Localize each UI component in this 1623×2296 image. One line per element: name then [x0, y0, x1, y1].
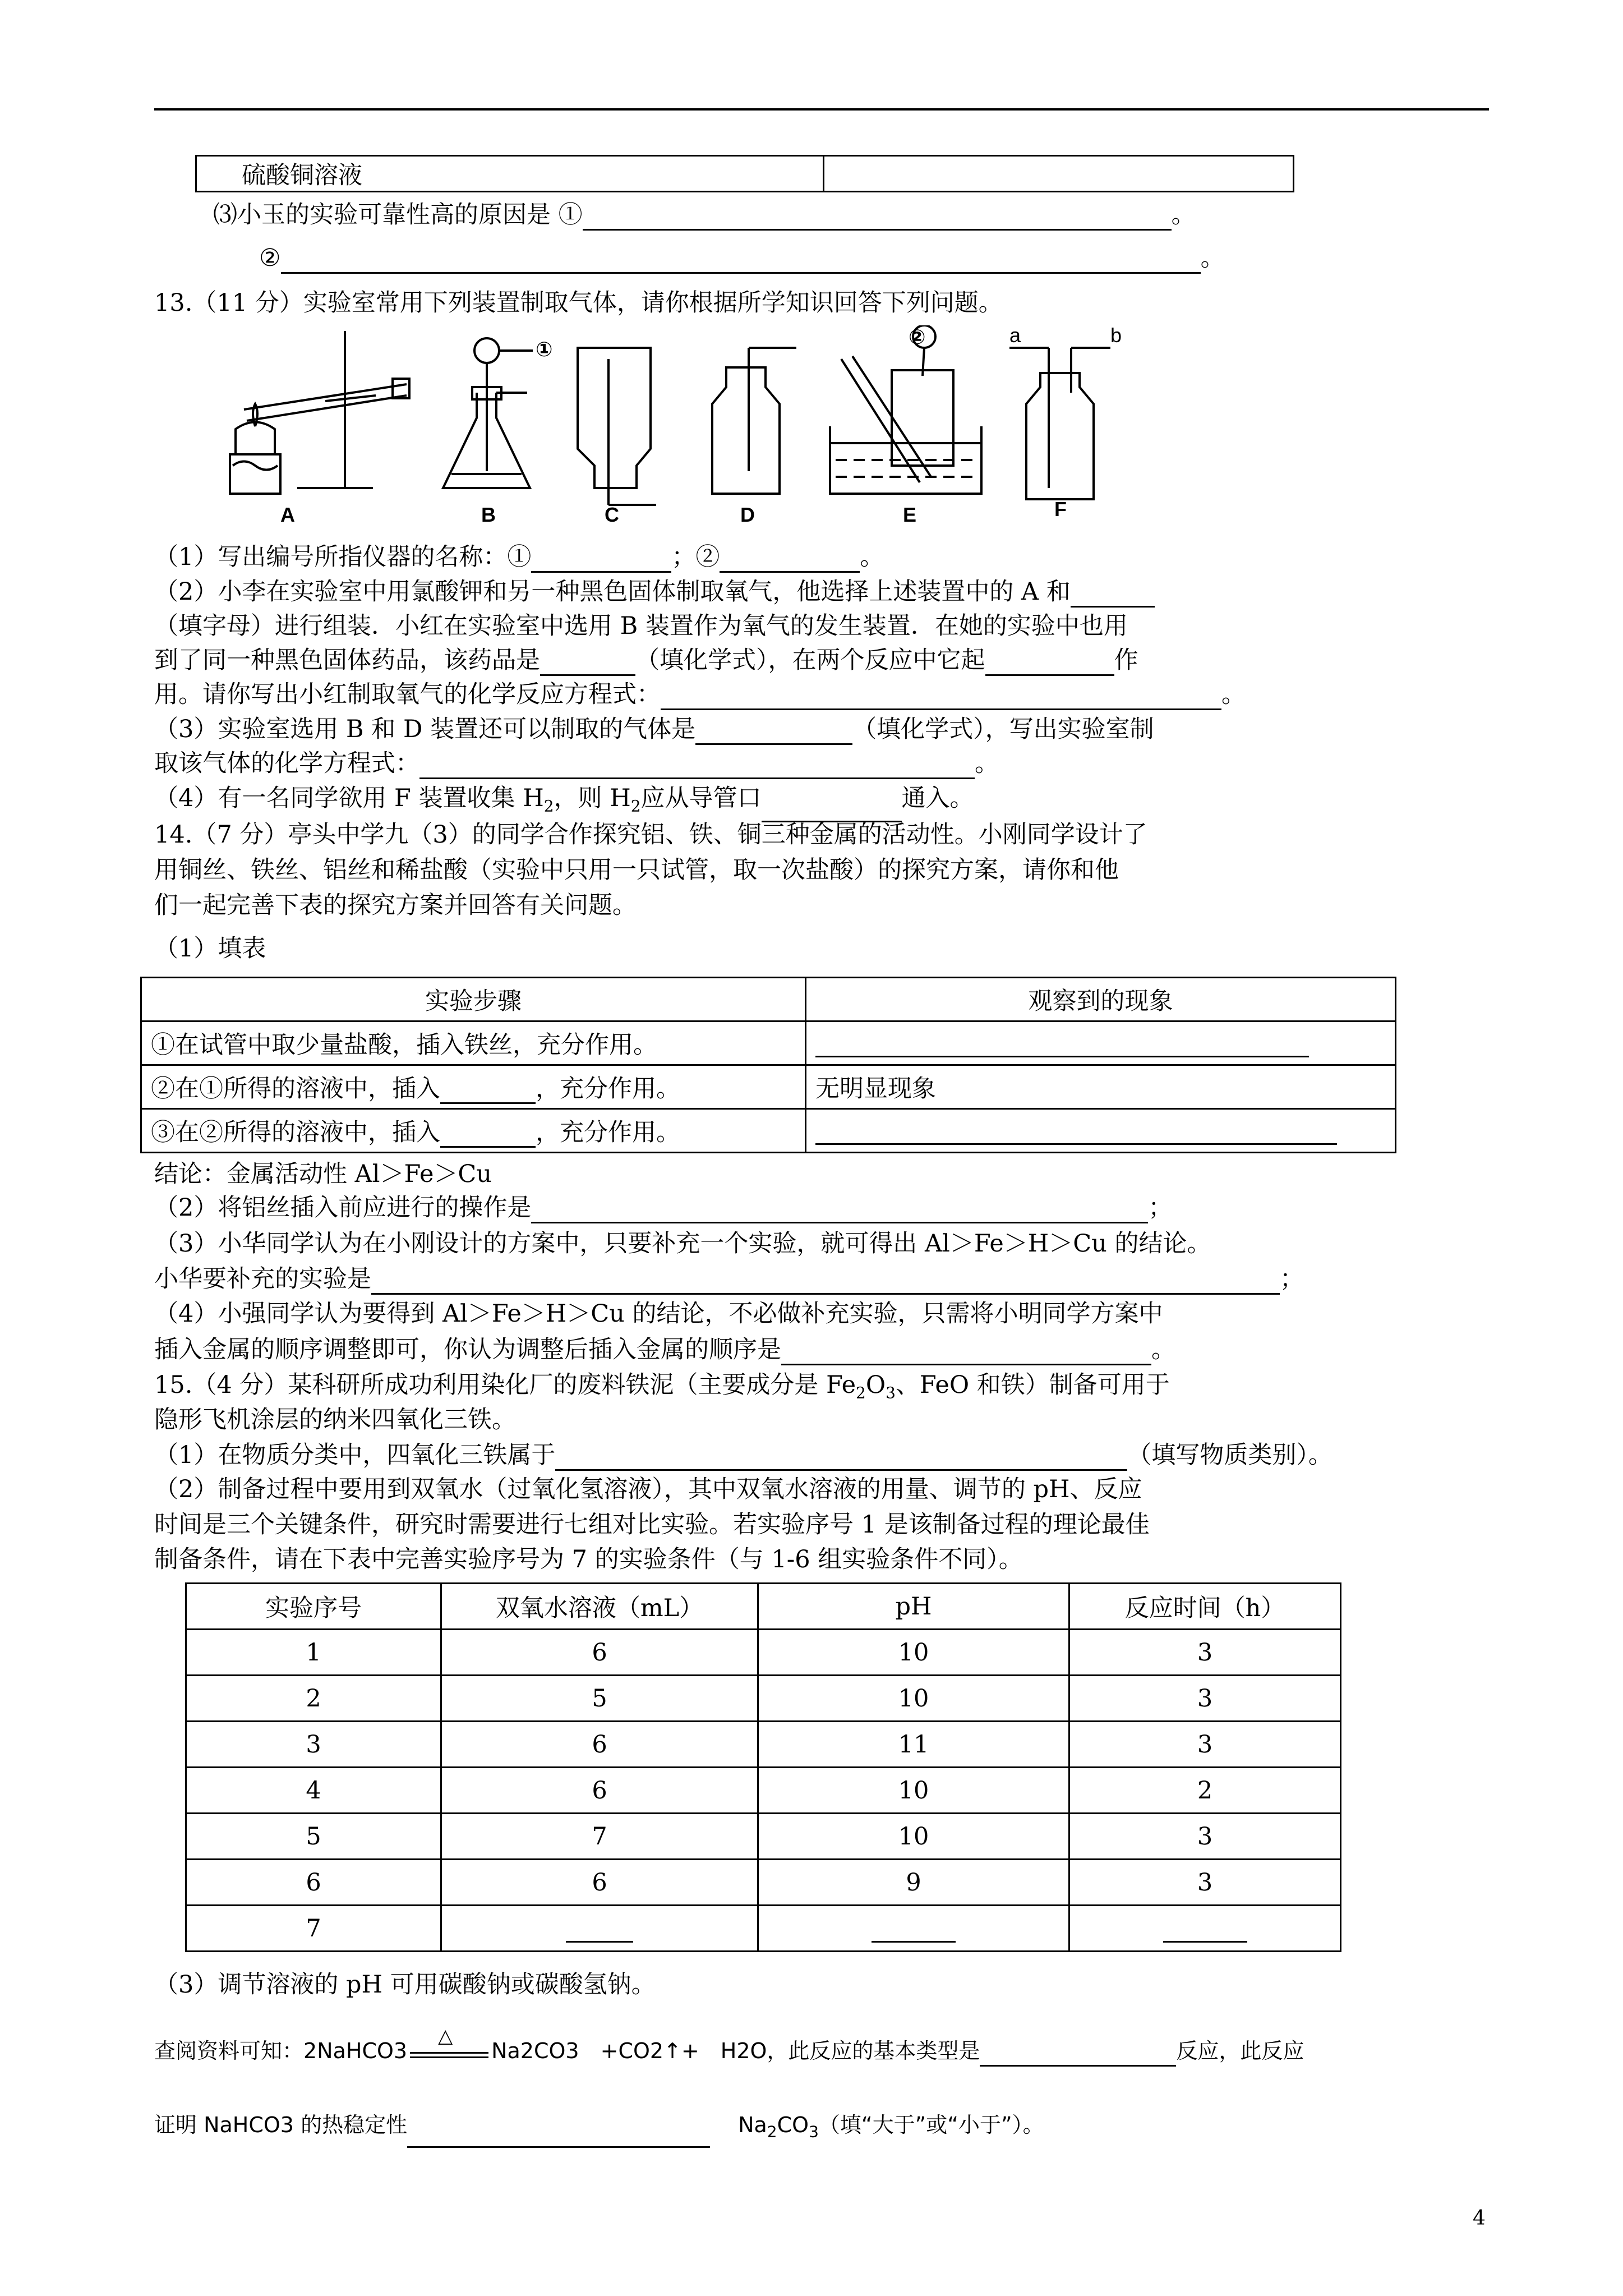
q15-line1	[154, 1369, 1170, 1409]
answer-blank[interactable]	[566, 1916, 633, 1943]
table-cell: 3	[1069, 1814, 1341, 1860]
table-row	[186, 1860, 1341, 1906]
table-cell: 6	[441, 1630, 758, 1676]
answer-blank[interactable]	[720, 546, 860, 573]
label-E: E	[903, 503, 917, 526]
answer-blank[interactable]	[1071, 581, 1155, 608]
q13-2-text: （填化学式），在两个反应中它起	[635, 646, 985, 674]
q14-3-line1: （3）小华同学认为在小刚设计的方案中，只要补充一个实验，就可得出 Al＞Fe＞H＞Cu 的结论。	[154, 1230, 1211, 1258]
period: 。	[1171, 201, 1196, 229]
page-number: 4	[1473, 2207, 1486, 2230]
last-text: （填“大于”或“小于”）。	[818, 2113, 1044, 2137]
table-header: 观察到的现象	[806, 978, 1396, 1022]
answer-blank[interactable]	[583, 204, 1172, 231]
q13-3-text: （填化学式），写出实验室制	[852, 715, 1154, 743]
table-cell: 6	[441, 1768, 758, 1814]
q13-2-text: （2）小李在实验室中用氯酸钾和另一种黑色固体制取氧气，他选择上述装置中的 A 和	[154, 578, 1071, 606]
label-C: C	[605, 503, 619, 526]
table-cell: 7	[186, 1906, 441, 1952]
table-row	[186, 1676, 1341, 1722]
table-header: 实验序号	[186, 1584, 441, 1630]
subscript: 2	[630, 797, 641, 816]
answer-blank[interactable]	[440, 1121, 536, 1148]
q13-1	[154, 541, 884, 573]
table-cell: ①在试管中取少量盐酸，插入铁丝，充分作用。	[141, 1022, 806, 1065]
header-rule	[154, 108, 1489, 111]
answer-blank[interactable]	[661, 684, 1221, 710]
table-cell: 10	[758, 1676, 1069, 1722]
q15-2-line2: 时间是三个关键条件，研究时需要进行七组对比实验。若实验序号 1 是该制备过程的理论最佳	[154, 1511, 1150, 1539]
table-cell: 硫酸铜溶液	[196, 156, 824, 192]
q13-2-line4	[154, 679, 1246, 710]
q13-3-line1	[154, 714, 1154, 745]
answer-blank[interactable]	[281, 247, 1201, 274]
step-text: ②在①所得的溶液中，插入	[151, 1075, 440, 1103]
q12-3-label2: ②	[259, 244, 281, 272]
answer-blank[interactable]	[985, 650, 1114, 676]
apparatus-D	[712, 348, 796, 494]
answer-blank[interactable]	[980, 2040, 1176, 2067]
q12-3-line1	[213, 199, 1196, 231]
q13-3-line2	[154, 748, 999, 779]
table-cell	[824, 156, 1294, 192]
q14-4-line2	[154, 1334, 1175, 1365]
answer-blank[interactable]	[815, 1119, 1337, 1145]
q15-text: 15.（4 分）某科研所成功利用染化厂的废料铁泥（主要成分是 Fe	[154, 1371, 856, 1399]
table-cell: 无明显现象	[806, 1065, 1396, 1109]
q14-4-line1: （4）小强同学认为要得到 Al＞Fe＞H＞Cu 的结论，不必做补充实验，只需将小明同学方案中	[154, 1300, 1163, 1328]
q15-1-text: （填写物质类别）。	[1127, 1441, 1332, 1469]
q15-last-line	[154, 2109, 1044, 2148]
table-cell	[141, 1065, 806, 1109]
table-cell: 6	[441, 1860, 758, 1906]
q13-4	[154, 783, 974, 822]
answer-blank[interactable]	[872, 1916, 956, 1943]
equation-text: 反应，此反应	[1176, 2039, 1304, 2063]
table-cell: 2	[186, 1676, 441, 1722]
period: 。	[1200, 244, 1225, 272]
step-text: ，充分作用。	[536, 1119, 680, 1147]
answer-blank[interactable]	[695, 719, 852, 745]
q13-4-text: （4）有一名同学欲用 F 装置收集 H	[154, 784, 544, 812]
apparatus-B	[443, 338, 533, 488]
table-cell: 11	[758, 1722, 1069, 1768]
q14-line3: 们一起完善下表的探究方案并回答有关问题。	[154, 891, 637, 919]
q13-3-text: 取该气体的化学方程式：	[154, 749, 419, 777]
label-D: D	[740, 503, 755, 526]
table-cell: 6	[441, 1722, 758, 1768]
table-cell: 9	[758, 1860, 1069, 1906]
table-cell	[441, 1906, 758, 1952]
table-cell: 5	[441, 1676, 758, 1722]
subscript: 2	[856, 1383, 866, 1402]
table-cell: 3	[1069, 1676, 1341, 1722]
q14-2-text: （2）将铝丝插入前应进行的操作是	[154, 1194, 532, 1222]
table-cell: 3	[1069, 1630, 1341, 1676]
period: 。	[1221, 680, 1246, 708]
q12-3-line2	[259, 242, 1225, 274]
period: 。	[860, 543, 884, 571]
table-cell	[806, 1109, 1396, 1153]
table-cell: 5	[186, 1814, 441, 1860]
subscript: 2	[767, 2122, 777, 2141]
q13-4-text: 通入。	[901, 784, 974, 812]
table-cell: 6	[186, 1860, 441, 1906]
q15-line2: 隐形飞机涂层的纳米四氧化三铁。	[154, 1406, 516, 1434]
table-row	[186, 1722, 1341, 1768]
delta-icon: △	[438, 2025, 453, 2047]
q14-line2: 用铜丝、铁丝、铝丝和稀盐酸（实验中只用一只试管，取一次盐酸）的探究方案，请你和他	[154, 856, 1119, 884]
q13-1-mid: ；②	[671, 543, 720, 571]
q15-text: 、FeO 和铁）制备可用于	[895, 1371, 1170, 1399]
answer-blank[interactable]	[371, 1268, 1280, 1295]
q13-4-text: ，则 H	[554, 784, 631, 812]
table-cell: 1	[186, 1630, 441, 1676]
table-cell: 3	[1069, 1860, 1341, 1906]
table-cell: 10	[758, 1630, 1069, 1676]
answer-blank[interactable]	[531, 546, 671, 573]
q13-2-line2: （填字母）进行组装．小红在实验室中选用 B 装置作为氧气的发生装置．在她的实验中也用	[154, 612, 1128, 640]
q14-3-text: 小华要补充的实验是	[154, 1265, 371, 1293]
q14-4-text: 插入金属的顺序调整即可，你认为调整后插入金属的顺序是	[154, 1336, 781, 1364]
answer-blank[interactable]	[762, 796, 902, 822]
table-cell: 4	[186, 1768, 441, 1814]
step-text: ，充分作用。	[536, 1075, 680, 1103]
table-cell: 3	[1069, 1722, 1341, 1768]
period: 。	[975, 749, 999, 777]
table-cell	[758, 1906, 1069, 1952]
table-cell: 2	[1069, 1768, 1341, 1814]
table-row	[186, 1814, 1341, 1860]
q13-2-text: 作	[1114, 646, 1138, 674]
apparatus-E	[830, 325, 981, 494]
q14-conclusion: 结论：金属活动性 Al＞Fe＞Cu	[154, 1160, 492, 1188]
answer-blank[interactable]	[407, 2122, 710, 2148]
semicolon: ；	[1280, 1265, 1304, 1293]
label-B: B	[481, 503, 496, 526]
last-text: Na	[738, 2113, 767, 2137]
q14-3-line2	[154, 1263, 1304, 1295]
answer-blank[interactable]	[781, 1339, 1151, 1365]
tube-b: b	[1110, 325, 1122, 347]
answer-blank[interactable]	[540, 650, 635, 676]
table-row	[186, 1768, 1341, 1814]
marker-2: ②	[909, 325, 926, 348]
q15-1	[154, 1439, 1332, 1471]
answer-blank[interactable]	[531, 1197, 1148, 1223]
subscript: 3	[809, 2122, 819, 2141]
q13-2-line1	[154, 576, 1155, 608]
label-A: A	[280, 503, 295, 526]
table-cell: 7	[441, 1814, 758, 1860]
heat-arrow	[407, 2025, 491, 2067]
apparatus-C	[578, 348, 656, 505]
last-text: CO	[777, 2113, 809, 2137]
q14-2	[154, 1192, 1172, 1223]
q13-2-text: 用。请你写出小红制取氧气的化学反应方程式：	[154, 680, 661, 708]
table-cell: 10	[758, 1768, 1069, 1814]
equation-text: Na2CO3 +CO2↑+ H2O，此反应的基本类型是	[491, 2039, 980, 2063]
q13-title: 13.（11 分）实验室常用下列装置制取气体，请你根据所学知识回答下列问题。	[154, 289, 1003, 317]
table-row	[186, 1630, 1341, 1676]
table-header: 实验步骤	[141, 978, 806, 1022]
q13-2-text: 到了同一种黑色固体药品，该药品是	[154, 646, 540, 674]
step-text: ③在②所得的溶液中，插入	[151, 1119, 440, 1147]
semicolon: ；	[1148, 1194, 1173, 1222]
equation-text: 查阅资料可知：2NaHCO3	[154, 2039, 408, 2063]
table-cell	[806, 1022, 1396, 1065]
marker-1: ①	[536, 338, 553, 361]
apparatus-A	[230, 331, 409, 494]
table-cell: 3	[186, 1722, 441, 1768]
q15-2-line1: （2）制备过程中要用到双氧水（过氧化氢溶液），其中双氧水溶液的用量、调节的 pH、反应	[154, 1475, 1142, 1503]
q14-line1: 14.（7 分）亭头中学九（3）的同学合作探究铝、铁、铜三种金属的活动性。小刚同学设计了	[154, 821, 1147, 849]
table-cell: 10	[758, 1814, 1069, 1860]
answer-blank[interactable]	[815, 1031, 1309, 1057]
q15-equation-line	[154, 2025, 1304, 2067]
q15-table	[185, 1582, 1341, 1952]
last-text: 证明 NaHCO3 的热稳定性	[154, 2113, 408, 2137]
table-header: 反应时间（h）	[1069, 1584, 1341, 1630]
top-table	[195, 155, 1294, 192]
answer-blank[interactable]	[555, 1444, 1127, 1471]
tube-a: a	[1009, 325, 1021, 347]
table-header: pH	[758, 1584, 1069, 1630]
answer-blank[interactable]	[1163, 1916, 1247, 1943]
table-row	[186, 1906, 1341, 1952]
period: 。	[1151, 1336, 1175, 1364]
q15-text: O	[865, 1371, 886, 1399]
apparatus-figure	[213, 325, 1223, 527]
label-F: F	[1054, 498, 1067, 521]
subscript: 2	[543, 797, 554, 816]
table-cell	[141, 1109, 806, 1153]
q13-3-text: （3）实验室选用 B 和 D 装置还可以制取的气体是	[154, 715, 696, 743]
q14-table	[140, 977, 1396, 1153]
subscript: 3	[886, 1383, 896, 1402]
answer-blank[interactable]	[440, 1078, 536, 1104]
q13-4-text: 应从导管口	[640, 784, 762, 812]
q15-2-line3: 制备条件，请在下表中完善实验序号为 7 的实验条件（与 1-6 组实验条件不同）。	[154, 1545, 1023, 1573]
table-header: 双氧水溶液（mL）	[441, 1584, 758, 1630]
apparatus-F	[1009, 348, 1110, 499]
q15-3: （3）调节溶液的 pH 可用碳酸钠或碳酸氢钠。	[154, 1971, 656, 1999]
q15-1-text: （1）在物质分类中，四氧化三铁属于	[154, 1441, 556, 1469]
answer-blank[interactable]	[419, 753, 975, 779]
q13-2-line3	[154, 645, 1138, 676]
q14-line4: （1）填表	[154, 935, 266, 963]
q13-1-text: （1）写出编号所指仪器的名称：①	[154, 543, 532, 571]
table-cell	[1069, 1906, 1341, 1952]
q12-3-label: ⑶小玉的实验可靠性高的原因是 ①	[213, 201, 583, 229]
